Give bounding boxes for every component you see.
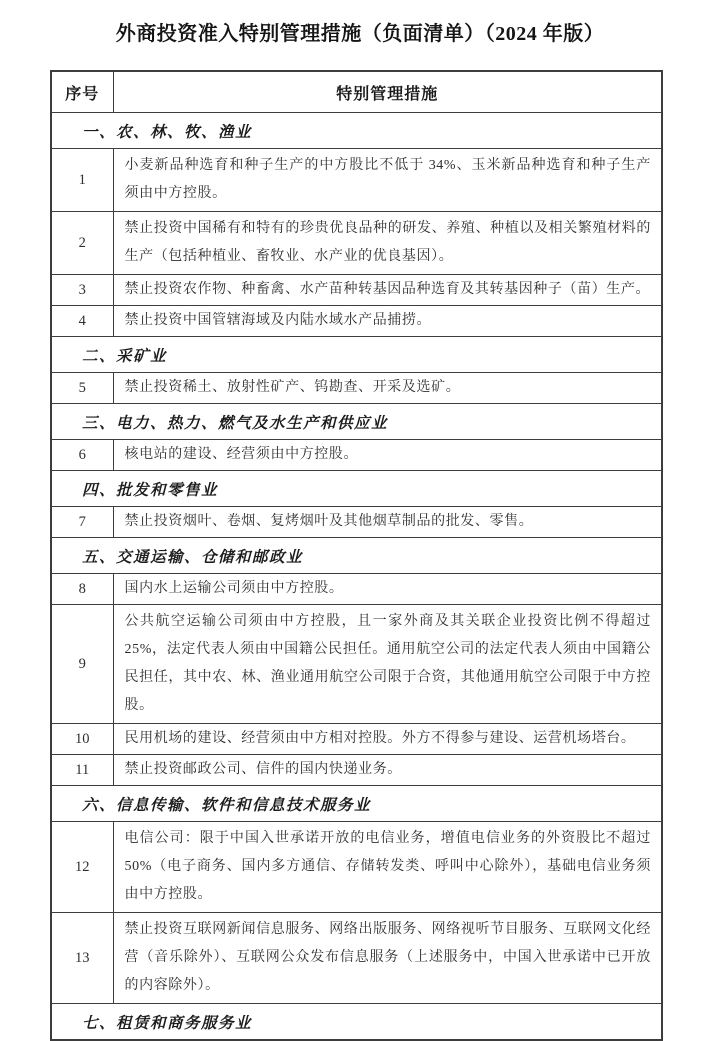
row-number: 11 (51, 755, 113, 786)
row-number: 12 (51, 822, 113, 913)
table-row (51, 440, 662, 471)
section-label: 四、批发和零售业 (51, 471, 662, 507)
row-measure-text: 核电站的建设、经营须由中方控股。 (113, 440, 662, 471)
row-number: 8 (51, 574, 113, 605)
section-label: 六、信息传输、软件和信息技术服务业 (51, 786, 662, 822)
section-label: 七、租赁和商务服务业 (51, 1004, 662, 1041)
row-measure-text: 国内水上运输公司须由中方控股。 (113, 574, 662, 605)
column-header-measures: 特别管理措施 (113, 71, 662, 113)
section-row (51, 786, 662, 822)
page-title: 外商投资准入特别管理措施（负面清单）（2024 年版） (115, 23, 605, 45)
row-number: 3 (51, 275, 113, 306)
table-row (51, 574, 662, 605)
row-number: 1 (51, 149, 113, 212)
table-row (51, 913, 662, 1004)
table-row (51, 605, 662, 724)
table-header-row (51, 71, 662, 113)
section-row (51, 471, 662, 507)
row-number: 7 (51, 507, 113, 538)
row-number: 2 (51, 212, 113, 275)
negative-list-table (50, 70, 663, 1041)
column-header-number: 序号 (51, 71, 113, 113)
table-row (51, 373, 662, 404)
row-number: 5 (51, 373, 113, 404)
section-row (51, 404, 662, 440)
section-row (51, 538, 662, 574)
row-measure-text: 禁止投资农作物、种畜禽、水产苗种转基因品种选育及其转基因种子（苗）生产。 (113, 275, 662, 306)
row-measure-text: 小麦新品种选育和种子生产的中方股比不低于 34%、玉米新品种选育和种子生产须由中方控股。 (113, 149, 662, 212)
section-label: 五、交通运输、仓储和邮政业 (51, 538, 662, 574)
row-measure-text: 禁止投资中国稀有和特有的珍贵优良品种的研发、养殖、种植以及相关繁殖材料的生产（包括种植业、畜牧业、水产业的优良基因）。 (113, 212, 662, 275)
section-row (51, 337, 662, 373)
table-row (51, 212, 662, 275)
row-measure-text: 电信公司：限于中国入世承诺开放的电信业务，增值电信业务的外资股比不超过 50%（电子商务、国内多方通信、存储转发类、呼叫中心除外），基础电信业务须由中方控股。 (113, 822, 662, 913)
section-row (51, 113, 662, 149)
row-measure-text: 民用机场的建设、经营须由中方相对控股。外方不得参与建设、运营机场塔台。 (113, 724, 662, 755)
table-row (51, 149, 662, 212)
section-row (51, 1004, 662, 1041)
section-label: 三、电力、热力、燃气及水生产和供应业 (51, 404, 662, 440)
row-number: 13 (51, 913, 113, 1004)
section-label: 二、采矿业 (51, 337, 662, 373)
row-measure-text: 禁止投资互联网新闻信息服务、网络出版服务、网络视听节目服务、互联网文化经营（音乐除外）、互联网公众发布信息服务（上述服务中，中国入世承诺中已开放的内容除外）。 (113, 913, 662, 1004)
table-row (51, 507, 662, 538)
row-measure-text: 禁止投资稀土、放射性矿产、钨勘查、开采及选矿。 (113, 373, 662, 404)
row-measure-text: 禁止投资烟叶、卷烟、复烤烟叶及其他烟草制品的批发、零售。 (113, 507, 662, 538)
section-label: 一、农、林、牧、渔业 (51, 113, 662, 149)
table-row (51, 822, 662, 913)
row-measure-text: 禁止投资中国管辖海域及内陆水域水产品捕捞。 (113, 306, 662, 337)
table-row (51, 755, 662, 786)
table-row (51, 306, 662, 337)
row-measure-text: 公共航空运输公司须由中方控股，且一家外商及其关联企业投资比例不得超过 25%，法定代表人须由中国籍公民担任。通用航空公司的法定代表人须由中国籍公民担任，其中农、林、渔业通用航空公司限于合资，其他通用航空公司限于中方控股。 (113, 605, 662, 724)
row-measure-text: 禁止投资邮政公司、信件的国内快递业务。 (113, 755, 662, 786)
row-number: 9 (51, 605, 113, 724)
row-number: 10 (51, 724, 113, 755)
row-number: 4 (51, 306, 113, 337)
row-number: 6 (51, 440, 113, 471)
table-row (51, 275, 662, 306)
table-row (51, 724, 662, 755)
table-body (51, 113, 662, 1041)
